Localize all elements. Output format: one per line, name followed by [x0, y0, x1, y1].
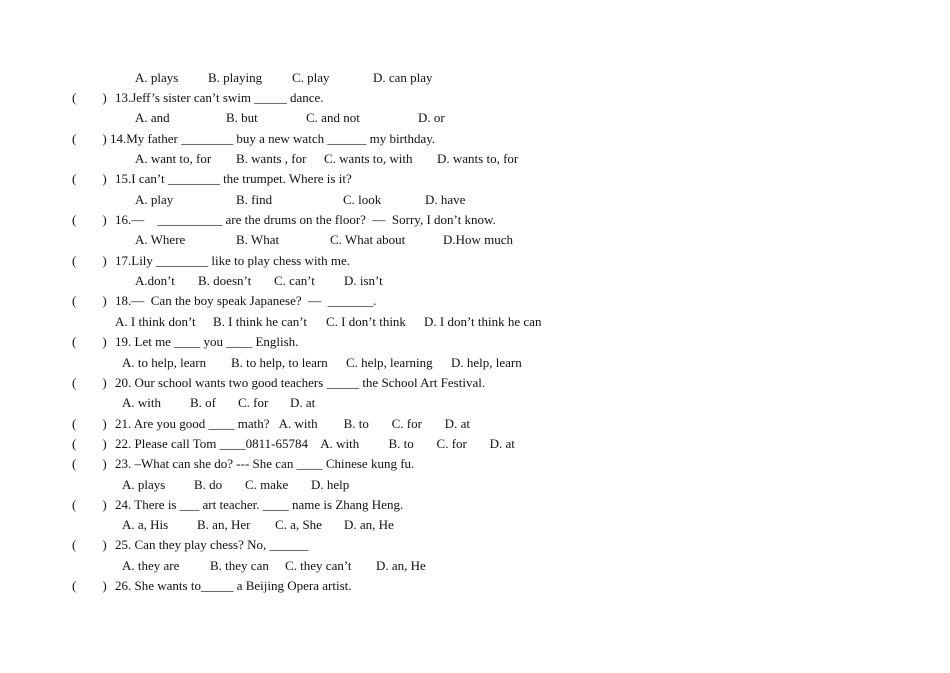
- option-b: B. What: [236, 232, 280, 247]
- option-c: C. wants to, with: [324, 151, 413, 166]
- question-23: 23. –What can she do? --- She can ____ Chinese kung fu.: [115, 456, 415, 471]
- option-c: C. can’t: [274, 273, 315, 288]
- option-a: A. want to, for: [135, 151, 212, 166]
- option-d: D. can play: [373, 70, 433, 85]
- answer-bracket[interactable]: ( ): [72, 375, 107, 390]
- option-c: C. and not: [306, 110, 360, 125]
- answer-bracket[interactable]: ( ): [72, 131, 107, 146]
- question-24: 24. There is ___ art teacher. ____ name is Zhang Heng.: [115, 497, 404, 512]
- option-d: D. wants to, for: [437, 151, 519, 166]
- option-a: A. and: [135, 110, 170, 125]
- question-15: 15.I can’t ________ the trumpet. Where is it?: [115, 171, 352, 186]
- option-b: B. do: [194, 477, 223, 492]
- answer-bracket[interactable]: ( ): [72, 293, 107, 308]
- question-17: 17.Lily ________ like to play chess with me.: [115, 253, 351, 268]
- option-d: D. help, learn: [451, 355, 522, 370]
- question-14: 14.My father ________ buy a new watch ______ my birthday.: [110, 131, 436, 146]
- option-c: C. help, learning: [346, 355, 433, 370]
- option-d: D.How much: [443, 232, 514, 247]
- question-19: 19. Let me ____ you ____ English.: [115, 334, 299, 349]
- option-a: A. they are: [122, 558, 180, 573]
- option-b: B. playing: [208, 70, 263, 85]
- answer-bracket[interactable]: ( ): [72, 578, 107, 593]
- option-b: B. I think he can’t: [213, 314, 307, 329]
- question-18: 18.— Can the boy speak Japanese? — _______.: [115, 293, 377, 308]
- option-d: D. or: [418, 110, 445, 125]
- option-b: B. to help, to learn: [231, 355, 328, 370]
- option-c: C. look: [343, 192, 382, 207]
- option-d: D. help: [311, 477, 350, 492]
- answer-bracket[interactable]: ( ): [72, 416, 107, 431]
- option-a: A. to help, learn: [122, 355, 207, 370]
- answer-bracket[interactable]: ( ): [72, 90, 107, 105]
- answer-bracket[interactable]: ( ): [72, 212, 107, 227]
- answer-bracket[interactable]: ( ): [72, 497, 107, 512]
- option-b: B. find: [236, 192, 273, 207]
- question-22: 22. Please call Tom ____0811-65784 A. with B. to C. for D. at: [115, 436, 515, 451]
- option-a: A.don’t: [135, 273, 175, 288]
- question-25: 25. Can they play chess? No, ______: [115, 537, 309, 552]
- option-a: A. I think don’t: [115, 314, 196, 329]
- option-a: A. plays: [122, 477, 166, 492]
- question-20: 20. Our school wants two good teachers _____ the School Art Festival.: [115, 375, 486, 390]
- option-c: C. they can’t: [285, 558, 352, 573]
- answer-bracket[interactable]: ( ): [72, 436, 107, 451]
- option-a: A. a, His: [122, 517, 169, 532]
- option-a: A. play: [135, 192, 174, 207]
- option-d: D. an, He: [344, 517, 394, 532]
- option-b: B. of: [190, 395, 216, 410]
- option-c: C. make: [245, 477, 289, 492]
- answer-bracket[interactable]: ( ): [72, 171, 107, 186]
- answer-bracket[interactable]: ( ): [72, 456, 107, 471]
- option-a: A. with: [122, 395, 161, 410]
- answer-bracket[interactable]: ( ): [72, 253, 107, 268]
- option-d: D. have: [425, 192, 466, 207]
- option-c: C. I don’t think: [326, 314, 406, 329]
- option-b: B. doesn’t: [198, 273, 252, 288]
- option-c: C. play: [292, 70, 330, 85]
- option-a: A. plays: [135, 70, 179, 85]
- question-26: 26. She wants to_____ a Beijing Opera artist.: [115, 578, 352, 593]
- option-c: C. a, She: [275, 517, 322, 532]
- option-d: D. at: [290, 395, 316, 410]
- option-b: B. but: [226, 110, 258, 125]
- answer-bracket[interactable]: ( ): [72, 537, 107, 552]
- option-b: B. an, Her: [197, 517, 251, 532]
- question-13: 13.Jeff’s sister can’t swim _____ dance.: [115, 90, 324, 105]
- option-d: D. an, He: [376, 558, 426, 573]
- option-d: D. isn’t: [344, 273, 383, 288]
- option-c: C. What about: [330, 232, 406, 247]
- question-21: 21. Are you good ____ math? A. with B. to C. for D. at: [115, 416, 470, 431]
- question-16: 16.— __________ are the drums on the floor? — Sorry, I don’t know.: [115, 212, 496, 227]
- option-b: B. they can: [210, 558, 269, 573]
- option-d: D. I don’t think he can: [424, 314, 542, 329]
- answer-bracket[interactable]: ( ): [72, 334, 107, 349]
- option-c: C. for: [238, 395, 269, 410]
- option-a: A. Where: [135, 232, 186, 247]
- option-b: B. wants , for: [236, 151, 307, 166]
